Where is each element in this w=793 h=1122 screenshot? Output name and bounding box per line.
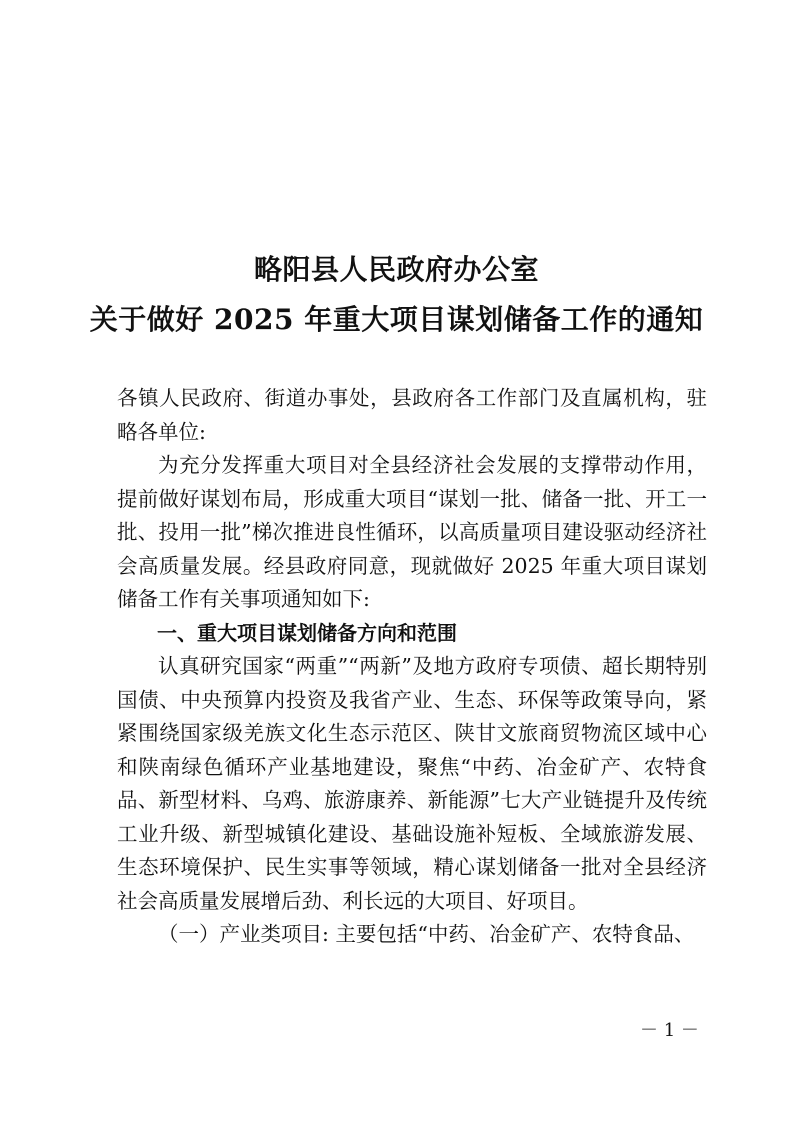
intro-paragraph: 为充分发挥重大项目对全县经济社会发展的支撑带动作用，提前做好谋划布局，形成重大项目“谋划一批、储备一批、开工一批、投用一批”梯次推进良性循环，以高质量项目建设驱动经济社会高质量发展。经县政府同意，现就做好 2025 年重大项目谋划储备工作有关事项通知如下: bbox=[117, 453, 707, 611]
section-1-paragraph: 认真研究国家“两重”“两新”及地方政府专项债、超长期特别国债、中央预算内投资及我省产业、生态、环保等政策导向，紧紧围绕国家级羌族文化生态示范区、陕甘文旅商贸物流区域中心和陕南绿色循环产业基地建设，聚焦“中药、冶金矿产、农特食品、新型材料、乌鸡、旅游康养、新能源”七大产业链提升及传统工业升级、新型城镇化建设、基础设施补短板、全域旅游发展、生态环境保护、民生实事等领域，精心谋划储备一批对全县经济社会高质量发展增后劲、利长远的大项目、好项目。 bbox=[117, 654, 707, 913]
document-body bbox=[117, 382, 707, 952]
section-1-heading: 一、重大项目谋划储备方向和范围 bbox=[157, 620, 457, 645]
subsection-1-paragraph: （一）产业类项目: 主要包括“中药、冶金矿产、农特食品、 bbox=[158, 922, 695, 946]
document-title-line-2: 关于做好 2025 年重大项目谋划储备工作的通知 bbox=[89, 303, 704, 336]
addressee-paragraph: 各镇人民政府、街道办事处，县政府各工作部门及直属机构，驻略各单位: bbox=[117, 386, 707, 444]
page-number: － 1 － bbox=[640, 1020, 699, 1041]
document-title-line-1: 略阳县人民政府办公室 bbox=[253, 253, 539, 286]
